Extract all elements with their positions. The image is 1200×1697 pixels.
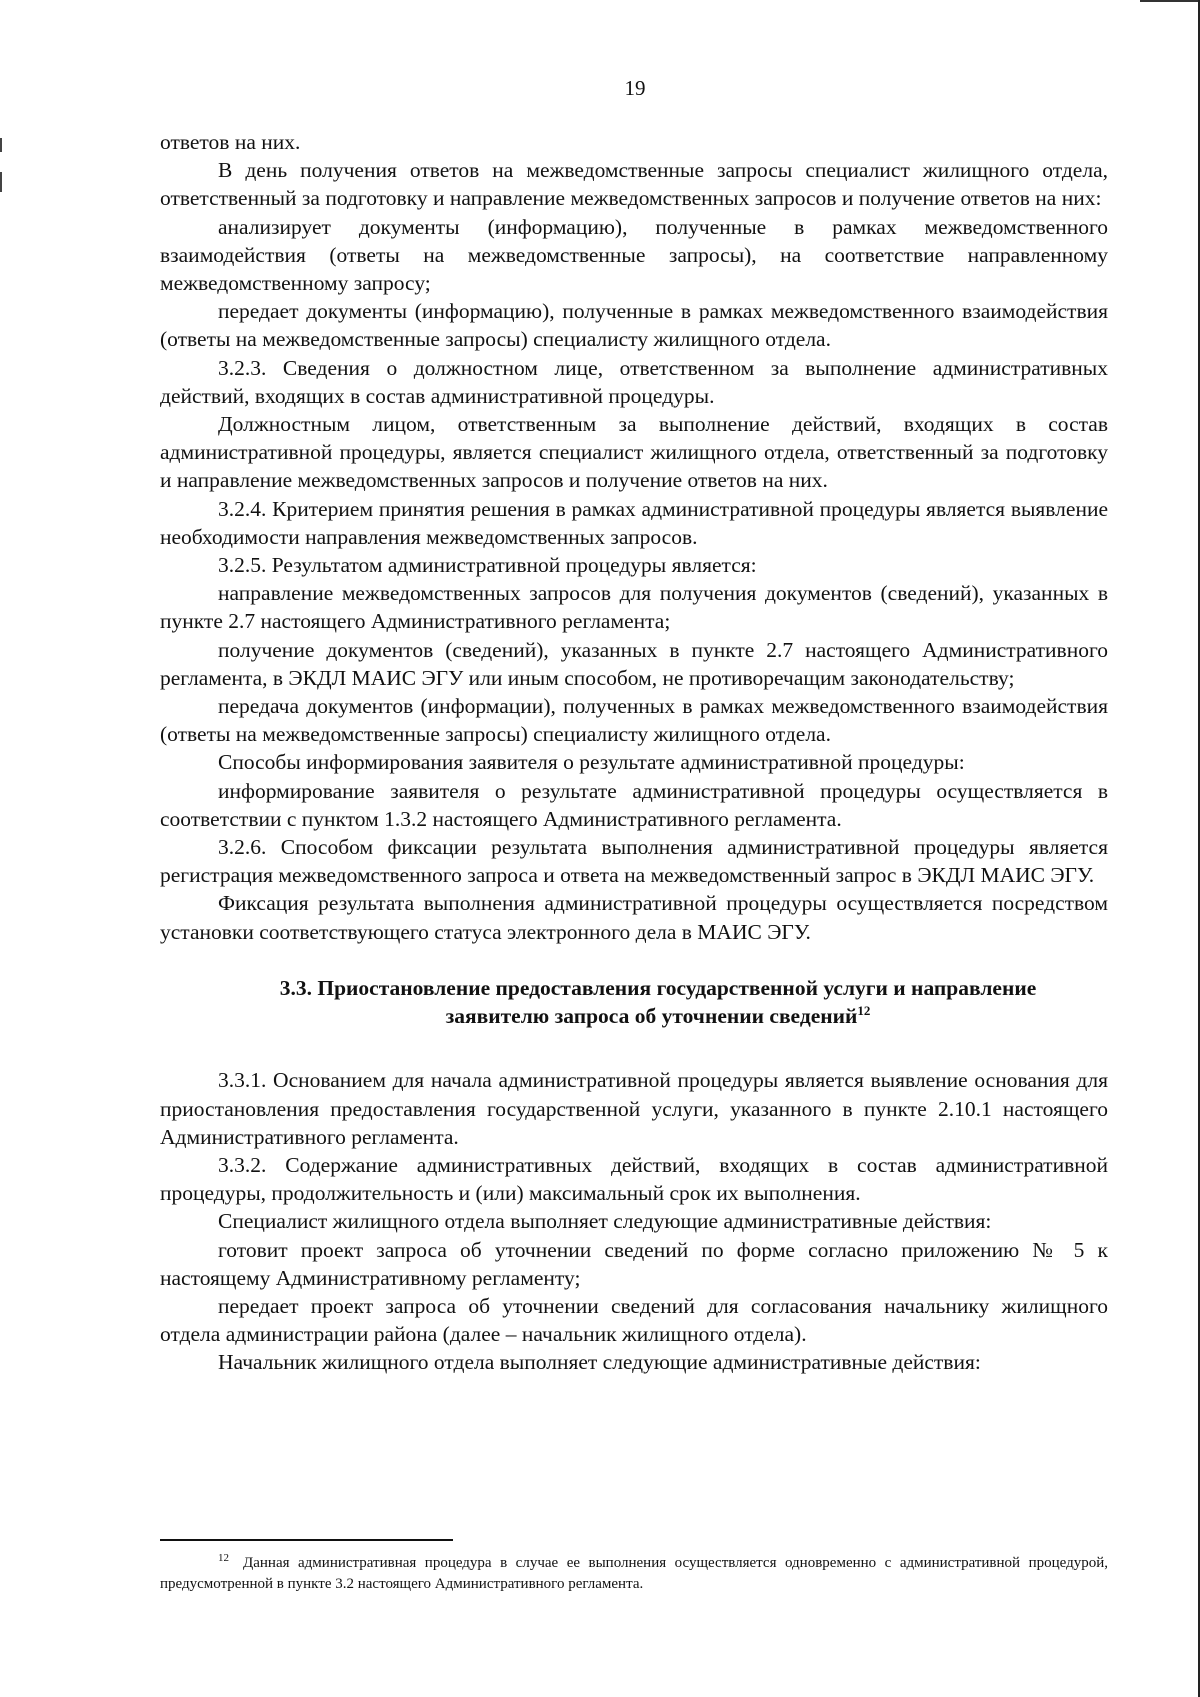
paragraphs-top (160, 128, 1108, 946)
paragraph: направление межведомственных запросов для получения документов (сведений), указанных в пункте 2.7 настоящего Административного регламента; (160, 581, 1108, 634)
paragraph: 3.2.6. Способом фиксации результата выполнения административной процедуры является регистрация межведомственного запроса и ответа на межведомственный запрос в ЭКДЛ МАИС ЭГУ. (160, 835, 1108, 888)
footnote-number: 12 (218, 1552, 229, 1564)
paragraph: передает документы (информацию), полученные в рамках межведомственного взаимодействия (ответы на межведомственные запросы) специалисту жилищного отдела. (160, 299, 1108, 352)
footnote-text: Данная административная процедура в случае ее выполнения осуществляется одновременно с административной процедурой, предусмотренной в пункте 3.2 настоящего Административного регламента. (160, 1555, 1108, 1592)
paragraph: Специалист жилищного отдела выполняет следующие административные действия: (218, 1209, 992, 1234)
paragraph: получение документов (сведений), указанных в пункте 2.7 настоящего Административного регламента, в ЭКДЛ МАИС ЭГУ или иным способом, не противоречащим законодательству; (160, 637, 1108, 690)
paragraph: Должностным лицом, ответственным за выполнение действий, входящих в состав административной процедуры, является специалист жилищного отдела, ответственный за подготовку и направление межведомственных запросов и получение ответов на них. (160, 412, 1108, 493)
paragraph: В день получения ответов на межведомственные запросы специалист жилищного отдела, ответственный за подготовку и направление межведомственных запросов и получение ответов на них: (160, 158, 1108, 211)
paragraphs-bottom (160, 1066, 1108, 1376)
paragraph: Фиксация результата выполнения административной процедуры осуществляется посредством установки соответствующего статуса электронного дела в МАИС ЭГУ. (160, 891, 1108, 944)
paragraph: 3.3.1. Основанием для начала административной процедуры является выявление основания для приостановления предоставления государственной услуги, указанного в пункте 2.10.1 настоящего Административного регламента. (160, 1068, 1108, 1149)
footnote-reference: 12 (857, 1002, 871, 1018)
paragraph: анализирует документы (информацию), полученные в рамках межведомственного взаимодействия (ответы на межведомственные запросы), на соответствие направленному межведомственному запросу; (160, 214, 1108, 296)
paragraph: 3.2.5. Результатом административной процедуры является: (218, 553, 757, 578)
paragraph: 3.2.4. Критерием принятия решения в рамках административной процедуры является выявление необходимости направления межведомственных запросов. (160, 496, 1108, 549)
paragraph: Начальник жилищного отдела выполняет следующие административные действия: (218, 1350, 981, 1375)
paragraph: Способы информирования заявителя о результате административной процедуры: (218, 750, 965, 775)
section-heading (160, 974, 1108, 1030)
document-body (160, 128, 1108, 1377)
paragraph: 3.3.2. Содержание административных действий, входящих в состав административной процедуры, продолжительность и (или) максимальный срок их выполнения. (160, 1152, 1108, 1206)
paragraph: 3.2.3. Сведения о должностном лице, ответственном за выполнение административных действий, входящих в состав административной процедуры. (160, 355, 1108, 408)
scan-mark (0, 172, 2, 192)
footnote-divider (160, 1539, 453, 1541)
footnote (160, 1553, 1108, 1595)
scan-edge-top (1140, 0, 1200, 2)
paragraph: передает проект запроса об уточнении сведений для согласования начальнику жилищного отдела администрации района (далее – начальник жилищного отдела). (160, 1293, 1108, 1347)
paragraph: информирование заявителя о результате административной процедуры осуществляется в соответствии с пунктом 1.3.2 настоящего Административного регламента. (160, 778, 1108, 831)
paragraph: передача документов (информации), полученных в рамках межведомственного взаимодействия (ответы на межведомственные запросы) специалисту жилищного отдела. (160, 694, 1108, 747)
paragraph: готовит проект запроса об уточнении сведений по форме согласно приложению № 5 к настоящему Административному регламенту; (160, 1237, 1108, 1290)
section-heading-line1: 3.3. Приостановление предоставления государственной услуги и направление (279, 975, 1037, 1000)
page-number: 19 (624, 76, 646, 100)
paragraph: ответов на них. (160, 130, 301, 154)
scan-mark (0, 138, 2, 152)
section-heading-line2: заявителю запроса об уточнении сведений (445, 1004, 858, 1029)
